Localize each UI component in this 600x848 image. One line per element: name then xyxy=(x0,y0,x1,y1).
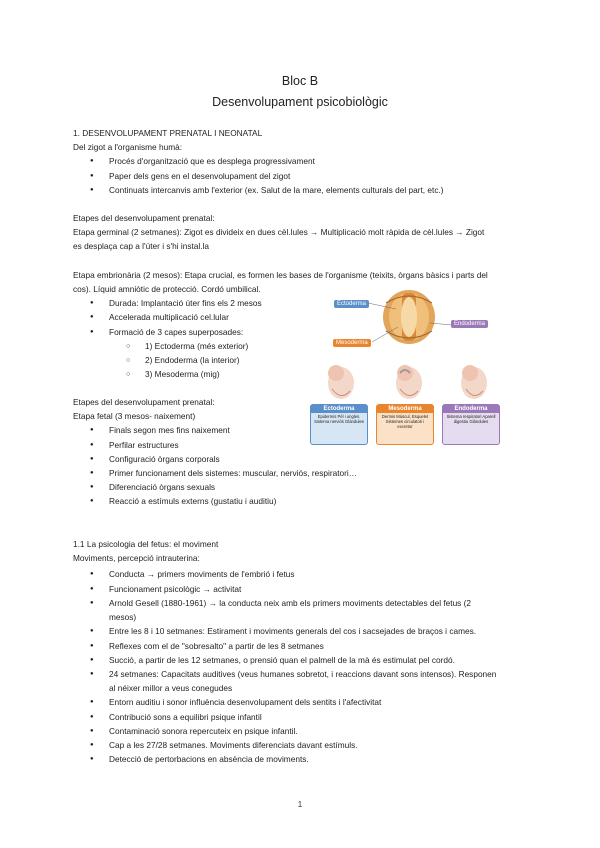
list-item: ● Detecció de pertorbacions en absència de moviments. xyxy=(109,754,309,765)
page-title: Bloc B xyxy=(281,74,319,88)
germ-layers-figure xyxy=(306,289,502,429)
ectoderm-box xyxy=(310,404,368,445)
list-item: ● Succió, a partir de les 12 setmanes, o prensió quan el palmell de la mà és estimulat pel cordó. xyxy=(109,655,455,666)
page-subtitle: Desenvolupament psicobiològic xyxy=(212,95,388,109)
ectoderm-box-title: Ectoderma xyxy=(311,405,367,413)
mesoderm-box-title: Mesoderma xyxy=(377,405,433,413)
list-item: ● Reflexes com el de "sobresalto" a partir de les 8 setmanes xyxy=(109,641,324,652)
endoderm-box xyxy=(442,404,500,445)
ectoderm-label: Ectoderma xyxy=(334,300,369,308)
list-item: ● Paper dels gens en el desenvolupament del zigot xyxy=(109,171,290,182)
mesoderm-box-text: Dermis Múscul, Esquelet Sistemes circulatori i excretor xyxy=(381,414,429,429)
section-heading: 1.1 La psicologia del fetus: el moviment xyxy=(73,539,219,549)
paragraph: Etapa germinal (2 setmanes): Zigot es divideix en dues cèl.lules → Multiplicació molt ràpida de cèl.lules → Zigot xyxy=(73,227,485,237)
list-item: ● Contaminació sonora repercuteix en psique infantil. xyxy=(109,726,298,737)
paragraph: Etapa fetal (3 mesos- naixement) xyxy=(73,411,196,421)
list-item: ● Finals segon mes fins naixement xyxy=(109,425,230,436)
sub-list-item: ○ 2) Endoderma (la interior) xyxy=(145,355,240,366)
list-item: ● Cap a les 27/28 setmanes. Moviments diferenciats davant estímuls. xyxy=(109,740,358,751)
list-item: ● Entorn auditiu i sonor influència desenvolupament dels sentits i l'afectivitat xyxy=(109,697,381,708)
list-item: ● Continuats intercanvis amb l'exterior (ex. Salut de la mare, elements culturals del part, etc.) xyxy=(109,185,444,196)
endoderm-label: Endoderma xyxy=(451,320,488,328)
endoderm-box-title: Endoderma xyxy=(443,405,499,413)
list-item: ● Primer funcionament dels sistemes: muscular, nerviós, respiratori… xyxy=(109,468,357,479)
list-item: ● Funcionament psicològic → activitat xyxy=(109,584,241,595)
list-item: ● 24 setmanes: Capacitats auditives (veus humanes sobretot, i reaccions davant sons intensos). Responen xyxy=(109,669,496,680)
endoderm-box-text: Sistema respiratori Aparell digestiu Glàndules xyxy=(446,414,496,424)
ectoderm-box-text: Epidermis Pèl i ungles. Sistema nerviós Glàndules xyxy=(314,414,364,424)
list-item: ● Durada: Implantació úter fins els 2 mesos xyxy=(109,298,262,309)
list-item: ● Diferenciació òrgans sexuals xyxy=(109,482,215,493)
sub-list-item: ○ 1) Ectoderma (més exterior) xyxy=(145,341,248,352)
paragraph: Del zigot a l'organisme humà: xyxy=(73,142,183,152)
list-item: ● Entre les 8 i 10 setmanes: Estirament i moviments generals del cos i sacsejades de braços i cames. xyxy=(109,626,476,637)
list-item: ● Accelerada multiplicació cel.lular xyxy=(109,312,229,323)
list-item: ● Procés d'organització que es desplega progressivament xyxy=(109,156,315,167)
list-item: ● Arnold Gesell (1880-1961) → la conducta neix amb els primers moviments detectables del fetus (2 xyxy=(109,598,471,609)
list-item: ● Conducta → primers moviments de l'embrió i fetus xyxy=(109,569,295,580)
list-item: ● Configuració òrgans corporals xyxy=(109,454,220,465)
list-item: ● Reacció a estímuls externs (gustatiu i auditiu) xyxy=(109,496,276,507)
list-item: ● Formació de 3 capes superposades: xyxy=(109,327,243,338)
paragraph: Moviments, percepció intrauterina: xyxy=(73,553,200,563)
mesoderm-label: Mesoderma xyxy=(333,339,371,347)
paragraph: Etapa embrionària (2 mesos): Etapa crucial, es formen les bases de l'organisme (teixits, òrgans bàsics i parts del xyxy=(73,270,488,280)
paragraph: cos). Líquid amniòtic de protecció. Cordó umbilical. xyxy=(73,284,261,294)
paragraph: Etapes del desenvolupament prenatal: xyxy=(73,397,215,407)
page-number: 1 xyxy=(297,800,303,809)
mesoderm-box xyxy=(376,404,434,445)
list-item-continuation: al néixer millor a veus conegudes xyxy=(109,683,233,693)
paragraph: Etapes del desenvolupament prenatal: xyxy=(73,213,215,223)
section-heading: 1. DESENVOLUPAMENT PRENATAL I NEONATAL xyxy=(73,128,263,138)
paragraph: es desplaça cap a l'úter i s'hi instal.la xyxy=(73,241,209,251)
sub-list-item: ○ 3) Mesoderma (mig) xyxy=(145,369,220,380)
list-item: ● Contribució sons a equilibri psique infantil xyxy=(109,712,262,723)
list-item: ● Perfilar estructures xyxy=(109,440,179,451)
list-item-continuation: mesos) xyxy=(109,612,137,622)
